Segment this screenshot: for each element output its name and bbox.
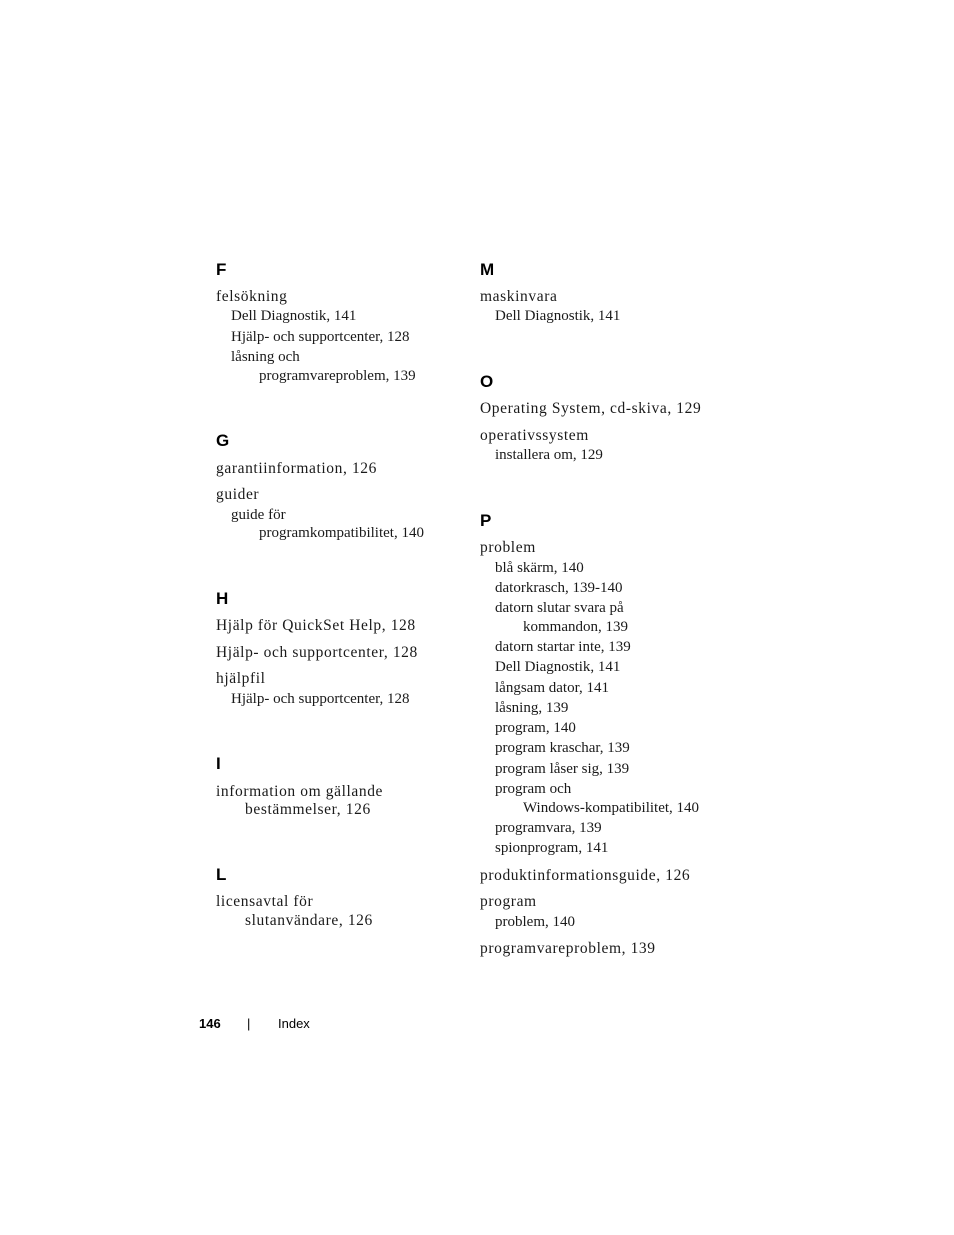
index-entry: produktinformationsguide, 126	[480, 867, 691, 884]
index-letter-i: I	[216, 754, 221, 773]
index-letter-g: G	[216, 431, 230, 450]
index-entry: felsökning	[216, 288, 288, 305]
index-subentry-continuation: kommandon, 139	[523, 619, 628, 635]
index-entry: licensavtal för	[216, 893, 314, 910]
index-subentry: långsam dator, 141	[495, 680, 609, 696]
index-subentry: låsning, 139	[495, 700, 569, 716]
index-subentry: Dell Diagnostik, 141	[495, 308, 621, 324]
index-subentry: Dell Diagnostik, 141	[495, 659, 621, 675]
index-subentry: problem, 140	[495, 914, 575, 930]
index-entry: Hjälp- och supportcenter, 128	[216, 644, 418, 661]
index-letter-h: H	[216, 589, 229, 608]
index-subentry: guide för	[231, 507, 286, 523]
index-entry: problem	[480, 539, 536, 556]
index-letter-p: P	[480, 511, 492, 530]
index-entry: programvareproblem, 139	[480, 940, 656, 957]
index-entry: Hjälp för QuickSet Help, 128	[216, 617, 416, 634]
index-subentry: datorn slutar svara på	[495, 600, 624, 616]
index-subentry: spionprogram, 141	[495, 840, 609, 856]
index-subentry-continuation: programkompatibilitet, 140	[259, 525, 424, 541]
index-entry: program	[480, 893, 537, 910]
index-subentry: program kraschar, 139	[495, 740, 630, 756]
index-entry-continuation: slutanvändare, 126	[245, 912, 373, 929]
index-subentry: blå skärm, 140	[495, 560, 584, 576]
index-subentry: programvara, 139	[495, 820, 602, 836]
index-subentry-continuation: Windows-kompatibilitet, 140	[523, 800, 700, 816]
index-letter-l: L	[216, 865, 227, 884]
index-subentry: Hjälp- och supportcenter, 128	[231, 691, 410, 707]
index-subentry: datorn startar inte, 139	[495, 639, 631, 655]
index-subentry: program, 140	[495, 720, 576, 736]
index-subentry: program och	[495, 781, 572, 797]
index-entry: operativssystem	[480, 427, 589, 444]
footer-separator: |	[247, 1016, 251, 1031]
index-subentry: datorkrasch, 139-140	[495, 580, 623, 596]
index-entry: Operating System, cd-skiva, 129	[480, 400, 702, 417]
index-subentry: Dell Diagnostik, 141	[231, 308, 357, 324]
index-letter-o: O	[480, 372, 494, 391]
index-entry: maskinvara	[480, 288, 558, 305]
page-number: 146	[199, 1016, 221, 1031]
index-subentry-continuation: programvareproblem, 139	[259, 368, 416, 384]
index-letter-m: M	[480, 260, 495, 279]
index-entry-continuation: bestämmelser, 126	[245, 801, 371, 818]
index-entry: garantiinformation, 126	[216, 460, 378, 477]
index-entry: guider	[216, 486, 260, 503]
index-letter-f: F	[216, 260, 227, 279]
index-subentry: låsning och	[231, 349, 300, 365]
footer-section-title: Index	[278, 1016, 310, 1031]
index-entry: information om gällande	[216, 783, 384, 800]
index-subentry: installera om, 129	[495, 447, 603, 463]
index-entry: hjälpfil	[216, 670, 266, 687]
index-subentry: Hjälp- och supportcenter, 128	[231, 329, 410, 345]
index-subentry: program låser sig, 139	[495, 761, 630, 777]
